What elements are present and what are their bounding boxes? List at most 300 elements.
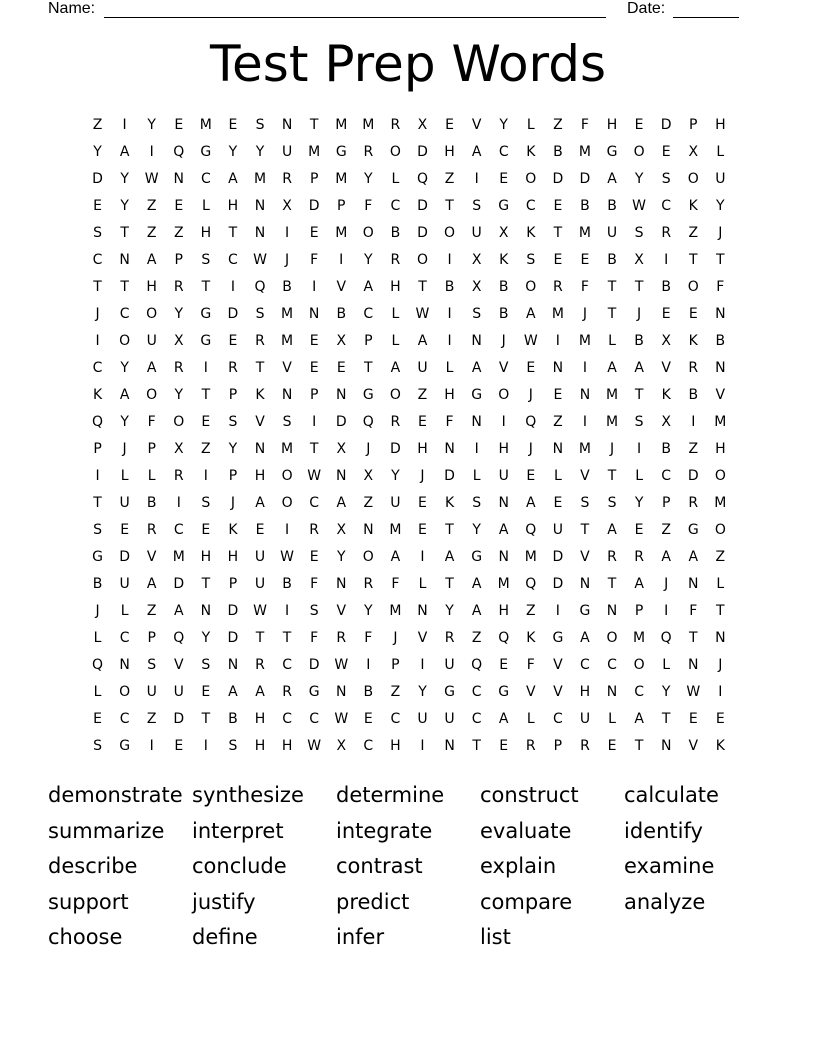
grid-letter: Z — [363, 495, 374, 511]
grid-letter: X — [661, 414, 671, 430]
grid-row — [84, 517, 734, 544]
grid-letter: A — [498, 522, 509, 538]
grid-letter: H — [390, 738, 401, 754]
grid-letter: Q — [471, 657, 483, 673]
grid-letter: G — [471, 387, 483, 403]
grid-row — [84, 301, 734, 328]
grid-letter: C — [282, 657, 292, 673]
grid-letter: Q — [254, 279, 266, 295]
grid-letter: C — [525, 198, 536, 214]
grid-letter: J — [122, 441, 127, 457]
grid-letter: Y — [364, 603, 373, 619]
grid-letter: I — [501, 414, 506, 430]
grid-letter: E — [174, 117, 184, 133]
grid-letter: N — [552, 360, 564, 376]
grid-letter: Y — [147, 117, 156, 133]
grid-letter: Q — [525, 576, 537, 592]
grid-letter: Y — [201, 630, 211, 646]
grid-letter: H — [227, 198, 239, 214]
grid-letter: U — [417, 360, 428, 376]
grid-letter: A — [580, 630, 590, 646]
grid-letter: Q — [173, 144, 185, 160]
grid-letter: T — [309, 441, 319, 457]
grid-letter: C — [309, 495, 320, 511]
grid-letter: D — [173, 576, 185, 592]
grid-letter: E — [499, 738, 509, 754]
grid-letter: W — [686, 684, 701, 700]
grid-letter: K — [661, 387, 671, 403]
grid-letter: Z — [201, 441, 211, 457]
grid-letter: A — [444, 549, 455, 565]
grid-letter: H — [146, 279, 157, 295]
grid-letter: W — [280, 549, 294, 565]
grid-letter: E — [201, 414, 211, 430]
grid-letter: Y — [228, 441, 238, 457]
grid-letter: S — [526, 252, 536, 268]
grid-letter: Y — [391, 468, 400, 484]
grid-letter: D — [552, 549, 564, 565]
grid-letter: N — [579, 576, 591, 592]
grid-letter: R — [390, 117, 401, 133]
grid-letter: P — [337, 198, 346, 214]
grid-letter: O — [633, 144, 645, 160]
grid-letter: A — [390, 360, 401, 376]
grid-letter: E — [309, 549, 319, 565]
grid-letter: O — [416, 252, 428, 268]
grid-letter: A — [255, 684, 265, 700]
grid-letter: M — [308, 144, 321, 160]
grid-letter: E — [445, 117, 454, 133]
grid-letter: I — [285, 522, 290, 538]
grid-letter: F — [391, 576, 400, 592]
grid-letter: Z — [715, 549, 726, 565]
grid-letter: Y — [661, 684, 671, 700]
word-bank-item: compare — [480, 889, 573, 914]
grid-letter: T — [607, 279, 617, 295]
grid-letter: O — [281, 468, 293, 484]
grid-letter: V — [580, 549, 590, 565]
grid-letter: J — [718, 225, 723, 241]
grid-letter: N — [688, 576, 699, 592]
grid-letter: U — [173, 684, 184, 700]
grid-letter: I — [95, 468, 100, 484]
grid-letter: O — [498, 387, 510, 403]
grid-letter: C — [309, 711, 320, 727]
grid-letter: V — [173, 657, 184, 673]
grid-letter: Y — [228, 144, 238, 160]
grid-letter: M — [714, 495, 727, 511]
grid-letter: G — [362, 387, 374, 403]
grid-letter: T — [716, 603, 725, 619]
grid-letter: V — [553, 657, 563, 673]
grid-letter: H — [227, 549, 239, 565]
grid-letter: N — [552, 441, 564, 457]
grid-letter: U — [254, 576, 266, 592]
grid-letter: C — [363, 738, 374, 754]
grid-letter: S — [93, 522, 102, 538]
grid-letter: N — [119, 252, 130, 268]
grid-letter: G — [471, 549, 483, 565]
grid-letter: X — [417, 117, 428, 133]
grid-letter: B — [282, 279, 292, 295]
grid-letter: Y — [120, 171, 129, 187]
grid-letter: U — [254, 549, 266, 565]
grid-letter: S — [580, 495, 590, 511]
grid-letter: S — [228, 738, 238, 754]
grid-letter: C — [92, 252, 103, 268]
grid-letter: K — [715, 738, 725, 754]
grid-letter: Z — [417, 387, 428, 403]
grid-letter: E — [228, 117, 238, 133]
grid-letter: D — [579, 171, 591, 187]
grid-letter: M — [389, 603, 402, 619]
word-bank-item: construct — [480, 783, 579, 807]
grid-letter: R — [255, 657, 265, 673]
grid-letter: X — [498, 225, 509, 241]
grid-letter: U — [281, 144, 293, 160]
grid-letter: W — [307, 738, 322, 754]
grid-letter: K — [688, 198, 698, 214]
grid-letter: T — [634, 387, 644, 403]
grid-letter: H — [200, 225, 212, 241]
word-bank-item: demonstrate — [48, 783, 183, 807]
grid-letter: I — [582, 360, 588, 376]
grid-letter: Q — [525, 522, 537, 538]
grid-letter: R — [580, 738, 590, 754]
grid-letter: E — [580, 252, 590, 268]
grid-letter: C — [200, 171, 211, 187]
grid-letter: L — [445, 360, 454, 376]
grid-letter: H — [390, 279, 401, 295]
grid-letter: D — [552, 171, 564, 187]
grid-letter: Z — [92, 117, 103, 133]
grid-letter: V — [282, 360, 292, 376]
grid-letter: Z — [444, 171, 455, 187]
grid-letter: I — [312, 279, 317, 295]
grid-letter: D — [335, 414, 347, 430]
grid-letter: N — [606, 603, 618, 619]
grid-letter: G — [606, 144, 618, 160]
grid-letter: W — [307, 468, 322, 484]
grid-letter: L — [147, 468, 156, 484]
grid-letter: R — [553, 279, 563, 295]
grid-letter: O — [714, 468, 726, 484]
grid-letter: L — [120, 468, 129, 484]
grid-letter: B — [553, 144, 563, 160]
grid-letter: R — [228, 360, 238, 376]
grid-letter: I — [637, 441, 642, 457]
grid-letter: T — [661, 711, 671, 727]
grid-letter: G — [335, 144, 347, 160]
grid-letter: L — [662, 657, 671, 673]
grid-row — [84, 247, 734, 274]
grid-letter: Y — [255, 144, 265, 160]
word-bank — [48, 778, 768, 956]
grid-letter: Y — [499, 117, 508, 133]
grid-letter: N — [471, 333, 482, 349]
grid-letter: E — [336, 360, 346, 376]
grid-letter: X — [634, 252, 644, 268]
grid-letter: I — [285, 603, 290, 619]
grid-letter: C — [471, 684, 482, 700]
grid-letter: K — [526, 630, 536, 646]
grid-letter: L — [716, 144, 725, 160]
grid-letter: T — [607, 576, 617, 592]
grid-letter: E — [553, 252, 563, 268]
grid-letter: R — [688, 495, 699, 511]
grid-letter: V — [471, 117, 482, 133]
grid-letter: N — [173, 171, 185, 187]
grid-letter: A — [146, 252, 157, 268]
grid-letter: K — [526, 144, 536, 160]
grid-letter: B — [580, 198, 590, 214]
grid-letter: G — [200, 144, 212, 160]
grid-letter: N — [606, 684, 618, 700]
grid-letter: N — [715, 306, 726, 322]
grid-letter: X — [173, 441, 184, 457]
grid-letter: P — [309, 171, 319, 187]
grid-letter: Q — [660, 630, 672, 646]
grid-letter: C — [607, 657, 617, 673]
grid-letter: L — [608, 333, 616, 349]
grid-letter: A — [607, 360, 617, 376]
grid-letter: Y — [120, 414, 129, 430]
grid-letter: L — [391, 171, 400, 187]
grid-letter: U — [417, 711, 428, 727]
grid-letter: G — [92, 549, 103, 565]
grid-letter: J — [420, 468, 425, 484]
grid-letter: J — [528, 387, 533, 403]
grid-letter: O — [633, 657, 645, 673]
grid-letter: T — [418, 279, 427, 295]
grid-letter: Y — [634, 171, 644, 187]
grid-letter: T — [93, 279, 102, 295]
grid-letter: R — [363, 144, 374, 160]
grid-letter: C — [498, 144, 509, 160]
grid-letter: B — [498, 279, 509, 295]
word-bank-item: conclude — [192, 854, 287, 878]
grid-letter: C — [282, 711, 292, 727]
grid-letter: E — [553, 198, 563, 214]
grid-letter: I — [149, 738, 154, 754]
grid-letter: B — [661, 441, 671, 457]
grid-letter: M — [335, 225, 348, 241]
grid-letter: V — [553, 684, 563, 700]
grid-letter: K — [444, 495, 455, 511]
grid-letter: Q — [173, 630, 185, 646]
grid-letter: Y — [120, 198, 129, 214]
grid-letter: T — [228, 225, 238, 241]
grid-letter: X — [471, 252, 482, 268]
grid-letter: N — [498, 549, 509, 565]
grid-letter: J — [528, 441, 533, 457]
grid-letter: R — [146, 522, 157, 538]
grid-letter: N — [254, 198, 266, 214]
grid-letter: I — [555, 333, 560, 349]
word-bank-item: describe — [48, 854, 138, 878]
grid-letter: H — [417, 441, 428, 457]
grid-letter: Z — [661, 522, 671, 538]
grid-letter: J — [230, 495, 235, 511]
grid-letter: M — [578, 441, 591, 457]
grid-letter: F — [689, 603, 698, 619]
grid-letter: N — [281, 117, 293, 133]
grid-letter: B — [363, 684, 374, 700]
grid-letter: L — [93, 630, 102, 646]
grid-letter: L — [472, 468, 481, 484]
grid-letter: Y — [634, 495, 644, 511]
grid-letter: Y — [418, 684, 427, 700]
grid-letter: F — [580, 117, 589, 133]
grid-letter: Q — [416, 171, 428, 187]
grid-letter: U — [715, 171, 726, 187]
grid-letter: O — [146, 387, 158, 403]
grid-letter: D — [227, 630, 239, 646]
grid-letter: T — [634, 738, 644, 754]
grid-letter: J — [501, 333, 506, 349]
grid-letter: U — [606, 225, 618, 241]
grid-letter: M — [551, 306, 564, 322]
word-bank-item: list — [480, 925, 511, 949]
grid-letter: X — [688, 144, 699, 160]
grid-letter: N — [336, 684, 347, 700]
grid-letter: J — [95, 306, 100, 322]
grid-letter: H — [579, 684, 591, 700]
grid-letter: O — [444, 225, 456, 241]
grid-letter: T — [634, 279, 644, 295]
grid-letter: Z — [146, 603, 157, 619]
grid-letter: K — [499, 252, 509, 268]
grid-letter: O — [525, 171, 537, 187]
grid-letter: H — [606, 117, 618, 133]
grid-letter: Z — [146, 225, 157, 241]
grid-letter: S — [472, 306, 482, 322]
grid-letter: I — [203, 738, 208, 754]
grid-letter: Z — [553, 414, 563, 430]
grid-letter: L — [608, 711, 616, 727]
grid-letter: T — [445, 576, 454, 592]
grid-letter: A — [417, 333, 428, 349]
grid-letter: U — [498, 468, 509, 484]
grid-letter: H — [281, 738, 293, 754]
grid-letter: D — [308, 198, 320, 214]
grid-letter: L — [526, 711, 535, 727]
grid-letter: O — [389, 144, 401, 160]
word-bank-item: synthesize — [192, 783, 304, 807]
grid-letter: I — [555, 603, 560, 619]
grid-letter: T — [607, 306, 617, 322]
grid-letter: A — [146, 360, 157, 376]
word-bank-item: infer — [336, 925, 385, 949]
grid-letter: C — [363, 306, 374, 322]
grid-letter: E — [634, 117, 644, 133]
grid-row — [84, 652, 734, 679]
grid-letter: S — [93, 738, 102, 754]
grid-letter: O — [389, 387, 401, 403]
grid-letter: A — [146, 576, 157, 592]
grid-letter: X — [471, 279, 482, 295]
grid-letter: Y — [174, 306, 184, 322]
grid-letter: E — [93, 198, 102, 214]
grid-letter: N — [119, 657, 130, 673]
grid-letter: X — [363, 468, 374, 484]
grid-row — [84, 463, 734, 490]
grid-letter: U — [444, 711, 455, 727]
grid-letter: W — [334, 657, 349, 673]
grid-letter: R — [363, 576, 374, 592]
grid-letter: T — [445, 198, 454, 214]
grid-letter: L — [93, 684, 102, 700]
grid-letter: E — [661, 144, 671, 160]
grid-letter: D — [552, 576, 564, 592]
grid-letter: M — [714, 414, 727, 430]
grid-letter: T — [120, 225, 129, 241]
grid-letter: T — [472, 738, 481, 754]
grid-letter: I — [149, 144, 154, 160]
grid-letter: E — [715, 711, 725, 727]
word-bank-item: calculate — [624, 783, 719, 807]
grid-letter: M — [605, 387, 619, 403]
grid-letter: I — [420, 738, 425, 754]
grid-letter: I — [122, 117, 127, 133]
grid-letter: V — [336, 279, 347, 295]
grid-letter: R — [661, 225, 672, 241]
grid-letter: S — [93, 225, 102, 241]
grid-letter: E — [363, 711, 373, 727]
grid-letter: A — [390, 549, 401, 565]
grid-letter: I — [366, 657, 371, 673]
grid-letter: G — [579, 603, 591, 619]
grid-letter: M — [335, 117, 348, 133]
grid-letter: C — [661, 198, 672, 214]
grid-letter: A — [471, 576, 482, 592]
grid-letter: E — [553, 387, 563, 403]
grid-letter: N — [281, 387, 293, 403]
grid-letter: N — [444, 738, 455, 754]
grid-letter: P — [93, 441, 102, 457]
grid-letter: A — [526, 306, 536, 322]
grid-letter: I — [312, 414, 317, 430]
letter-grid — [84, 112, 734, 760]
grid-letter: L — [201, 198, 210, 214]
grid-letter: H — [715, 117, 726, 133]
grid-letter: B — [228, 711, 238, 727]
word-bank-item: explain — [480, 854, 557, 878]
word-bank-item: determine — [336, 783, 445, 807]
grid-letter: N — [336, 387, 347, 403]
grid-letter: T — [445, 522, 454, 538]
grid-letter: K — [255, 387, 265, 403]
grid-letter: G — [119, 738, 131, 754]
grid-letter: I — [474, 441, 479, 457]
grid-row — [84, 598, 734, 625]
grid-letter: P — [174, 252, 183, 268]
grid-letter: D — [444, 468, 455, 484]
grid-letter: V — [688, 738, 699, 754]
grid-letter: E — [418, 522, 427, 538]
grid-letter: I — [447, 333, 452, 349]
name-blank-line — [104, 17, 606, 18]
grid-letter: Q — [92, 657, 104, 673]
grid-letter: A — [255, 495, 265, 511]
grid-letter: S — [472, 198, 482, 214]
grid-letter: L — [391, 333, 400, 349]
grid-letter: C — [471, 711, 482, 727]
grid-letter: V — [336, 603, 347, 619]
grid-letter: M — [253, 171, 267, 187]
grid-letter: Y — [716, 198, 725, 214]
grid-letter: G — [498, 198, 510, 214]
